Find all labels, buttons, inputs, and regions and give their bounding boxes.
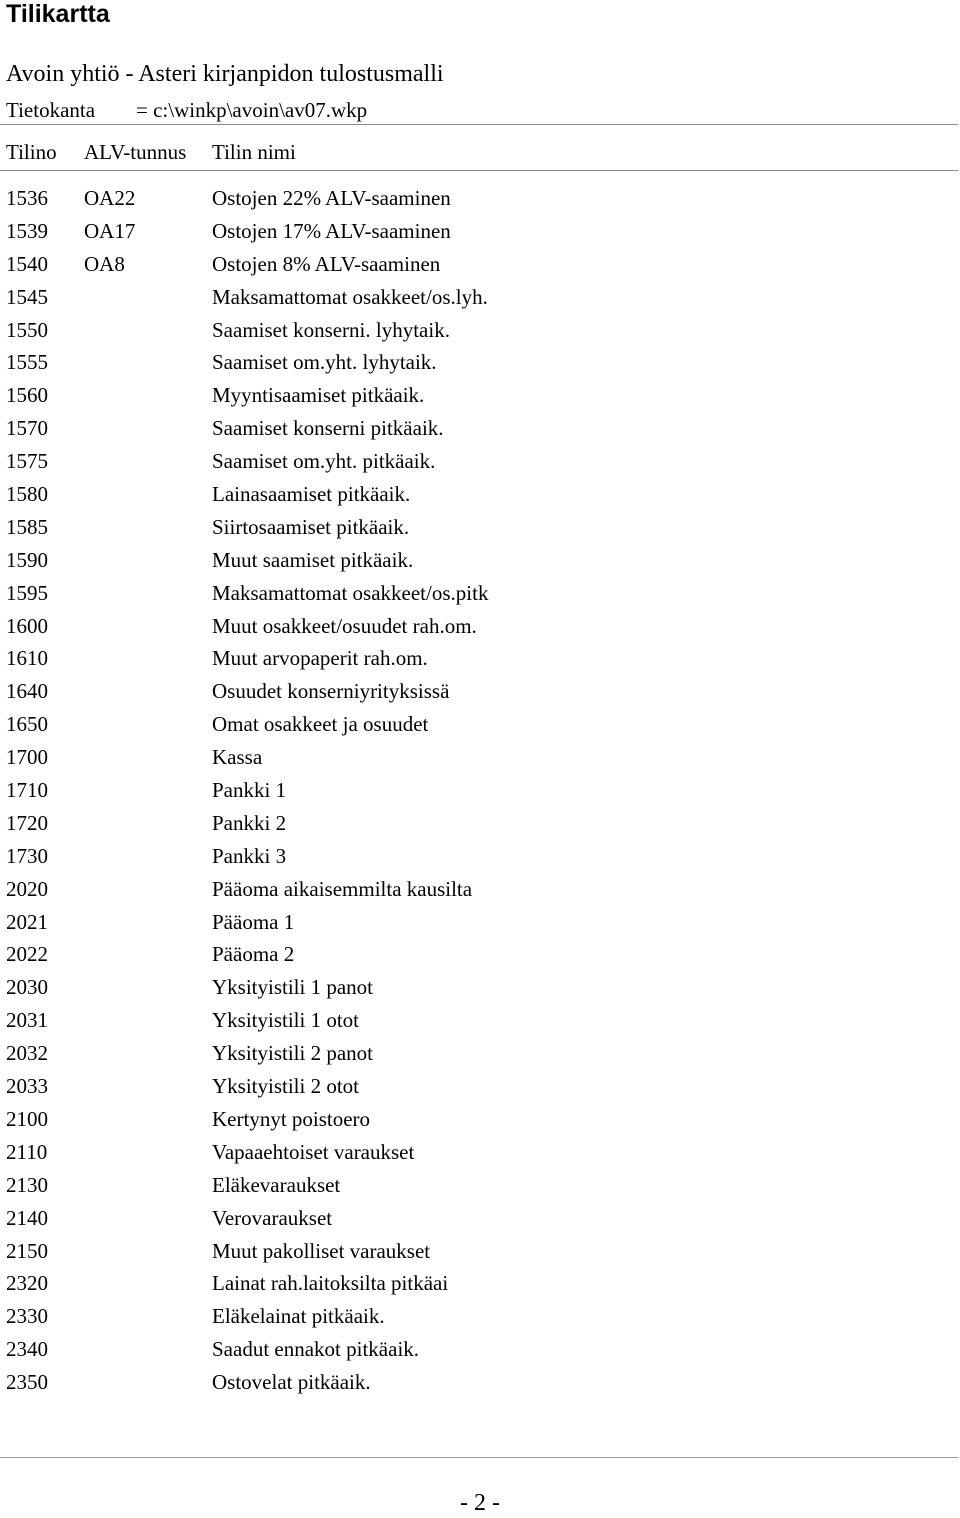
table-row xyxy=(6,381,946,414)
database-info xyxy=(6,96,367,124)
account-name-cell: Yksityistili 1 panot xyxy=(212,975,374,1000)
account-name-cell: Saamiset om.yht. pitkäaik. xyxy=(212,449,436,474)
table-row xyxy=(6,480,946,513)
account-name-cell: Muut osakkeet/osuudet rah.om. xyxy=(212,613,477,638)
account-no-cell: 1540 xyxy=(6,251,48,276)
account-no-cell: 1536 xyxy=(6,186,48,210)
table-row xyxy=(6,1269,946,1302)
account-name-cell: Pääoma 2 xyxy=(212,942,295,967)
account-no-cell: 1545 xyxy=(6,284,48,309)
account-no-cell: 2110 xyxy=(6,1139,48,1164)
database-label: Tietokanta xyxy=(6,98,96,122)
table-row xyxy=(6,447,946,480)
account-no-cell: 2130 xyxy=(6,1172,48,1197)
account-no-cell: 2320 xyxy=(6,1271,48,1296)
table-row xyxy=(6,710,946,743)
table-row xyxy=(6,1105,946,1138)
account-no-cell: 1585 xyxy=(6,514,48,539)
table-row xyxy=(6,1368,946,1401)
account-no-cell: 1539 xyxy=(6,218,48,243)
account-name-cell: Yksityistili 2 otot xyxy=(212,1074,360,1099)
account-no-cell: 1570 xyxy=(6,416,48,441)
table-row xyxy=(6,513,946,546)
vat-code-cell: OA17 xyxy=(84,218,136,243)
account-no-cell: 2031 xyxy=(6,1008,48,1033)
column-header-account-name: Tilin nimi xyxy=(212,140,296,164)
account-no-cell: 1610 xyxy=(6,646,48,671)
account-no-cell: 1730 xyxy=(6,843,48,868)
vat-code-cell: OA8 xyxy=(84,251,125,276)
table-row xyxy=(6,1138,946,1171)
account-name-cell: Lainasaamiset pitkäaik. xyxy=(212,482,411,507)
table-row xyxy=(6,1237,946,1270)
account-name-cell: Yksityistili 2 panot xyxy=(212,1041,374,1066)
column-header-account-no: Tilino xyxy=(6,140,57,164)
table-row xyxy=(6,809,946,842)
account-name-cell: Saamiset konserni pitkäaik. xyxy=(212,416,444,441)
account-name-cell: Muut saamiset pitkäaik. xyxy=(212,547,414,572)
account-list xyxy=(6,184,946,1401)
table-row xyxy=(6,414,946,447)
table-row xyxy=(6,579,946,612)
table-row xyxy=(6,184,946,217)
account-no-cell: 2020 xyxy=(6,876,48,901)
table-row xyxy=(6,1302,946,1335)
account-no-cell: 1575 xyxy=(6,449,48,474)
account-no-cell: 1600 xyxy=(6,613,48,638)
account-no-cell: 1560 xyxy=(6,383,48,408)
account-no-cell: 2330 xyxy=(6,1304,48,1329)
table-row xyxy=(6,612,946,645)
account-name-cell: Omat osakkeet ja osuudet xyxy=(212,712,429,737)
account-no-cell: 2100 xyxy=(6,1106,48,1131)
table-row xyxy=(6,644,946,677)
table-row xyxy=(6,250,946,283)
table-row xyxy=(6,1171,946,1204)
table-row xyxy=(6,1006,946,1039)
account-no-cell: 2033 xyxy=(6,1074,48,1099)
footer-divider xyxy=(0,1457,958,1458)
account-no-cell: 2032 xyxy=(6,1041,48,1066)
account-name-cell: Saamiset om.yht. lyhytaik. xyxy=(212,350,437,375)
account-name-cell: Vapaaehtoiset varaukset xyxy=(212,1139,415,1164)
account-name-cell: Ostovelat pitkäaik. xyxy=(212,1370,371,1395)
account-name-cell: Kassa xyxy=(212,745,263,770)
table-row xyxy=(6,1204,946,1237)
account-no-cell: 2350 xyxy=(6,1370,48,1395)
table-row xyxy=(6,217,946,250)
account-name-cell: Saamiset konserni. lyhytaik. xyxy=(212,317,450,342)
table-row xyxy=(6,743,946,776)
account-no-cell: 1650 xyxy=(6,712,48,737)
account-name-cell: Pankki 1 xyxy=(212,778,287,803)
table-row xyxy=(6,973,946,1006)
account-name-cell: Muut arvopaperit rah.om. xyxy=(212,646,428,671)
account-no-cell: 1640 xyxy=(6,679,48,704)
column-header-divider xyxy=(0,170,958,171)
account-name-cell: Pankki 3 xyxy=(212,843,287,868)
table-row xyxy=(6,842,946,875)
table-row xyxy=(6,546,946,579)
account-name-cell: Muut pakolliset varaukset xyxy=(212,1238,431,1263)
account-name-cell: Eläkevaraukset xyxy=(212,1172,341,1197)
account-name-cell: Ostojen 17% ALV-saaminen xyxy=(212,218,451,243)
account-name-cell: Saadut ennakot pitkäaik. xyxy=(212,1337,420,1362)
account-name-cell: Pääoma aikaisemmilta kausilta xyxy=(212,876,473,901)
vat-code-cell: OA22 xyxy=(84,186,136,210)
account-name-cell: Myyntisaamiset pitkäaik. xyxy=(212,383,425,408)
account-no-cell: 2340 xyxy=(6,1337,48,1362)
account-name-cell: Kertynyt poistoero xyxy=(212,1106,371,1131)
account-name-cell: Yksityistili 1 otot xyxy=(212,1008,360,1033)
account-no-cell: 1550 xyxy=(6,317,48,342)
account-name-cell: Lainat rah.laitoksilta pitkäai xyxy=(212,1271,449,1296)
table-row xyxy=(6,348,946,381)
column-header-vat-code: ALV-tunnus xyxy=(84,140,187,164)
table-row xyxy=(6,316,946,349)
page-number: - 2 - xyxy=(460,1490,500,1516)
account-no-cell: 1700 xyxy=(6,745,48,770)
account-no-cell: 2022 xyxy=(6,942,48,967)
account-name-cell: Verovaraukset xyxy=(212,1205,333,1230)
account-name-cell: Maksamattomat osakkeet/os.lyh. xyxy=(212,284,488,309)
account-no-cell: 2150 xyxy=(6,1238,48,1263)
database-path: = c:\winkp\avoin\av07.wkp xyxy=(136,98,368,122)
account-no-cell: 1555 xyxy=(6,350,48,375)
table-row xyxy=(6,1335,946,1368)
table-row xyxy=(6,283,946,316)
account-name-cell: Ostojen 8% ALV-saaminen xyxy=(212,251,441,276)
account-no-cell: 2140 xyxy=(6,1205,48,1230)
account-no-cell: 1720 xyxy=(6,810,48,835)
table-row xyxy=(6,875,946,908)
table-row xyxy=(6,776,946,809)
table-row xyxy=(6,1039,946,1072)
table-row xyxy=(6,1072,946,1105)
table-row xyxy=(6,940,946,973)
table-row xyxy=(6,908,946,941)
account-no-cell: 1595 xyxy=(6,580,48,605)
account-no-cell: 1580 xyxy=(6,482,48,507)
account-name-cell: Maksamattomat osakkeet/os.pitk xyxy=(212,580,489,605)
header-divider xyxy=(0,124,958,125)
company-name: Avoin yhtiö - Asteri kirjanpidon tulostusmalli xyxy=(6,61,444,87)
account-name-cell: Osuudet konserniyrityksissä xyxy=(212,679,450,704)
account-no-cell: 1710 xyxy=(6,778,48,803)
account-no-cell: 1590 xyxy=(6,547,48,572)
report-title: Tilikartta xyxy=(6,0,110,28)
account-no-cell: 2021 xyxy=(6,909,48,934)
account-name-cell: Siirtosaamiset pitkäaik. xyxy=(212,514,410,539)
table-row xyxy=(6,677,946,710)
account-name-cell: Eläkelainat pitkäaik. xyxy=(212,1304,385,1329)
account-no-cell: 2030 xyxy=(6,975,48,1000)
account-name-cell: Pankki 2 xyxy=(212,810,287,835)
account-name-cell: Ostojen 22% ALV-saaminen xyxy=(212,186,451,210)
account-name-cell: Pääoma 1 xyxy=(212,909,295,934)
